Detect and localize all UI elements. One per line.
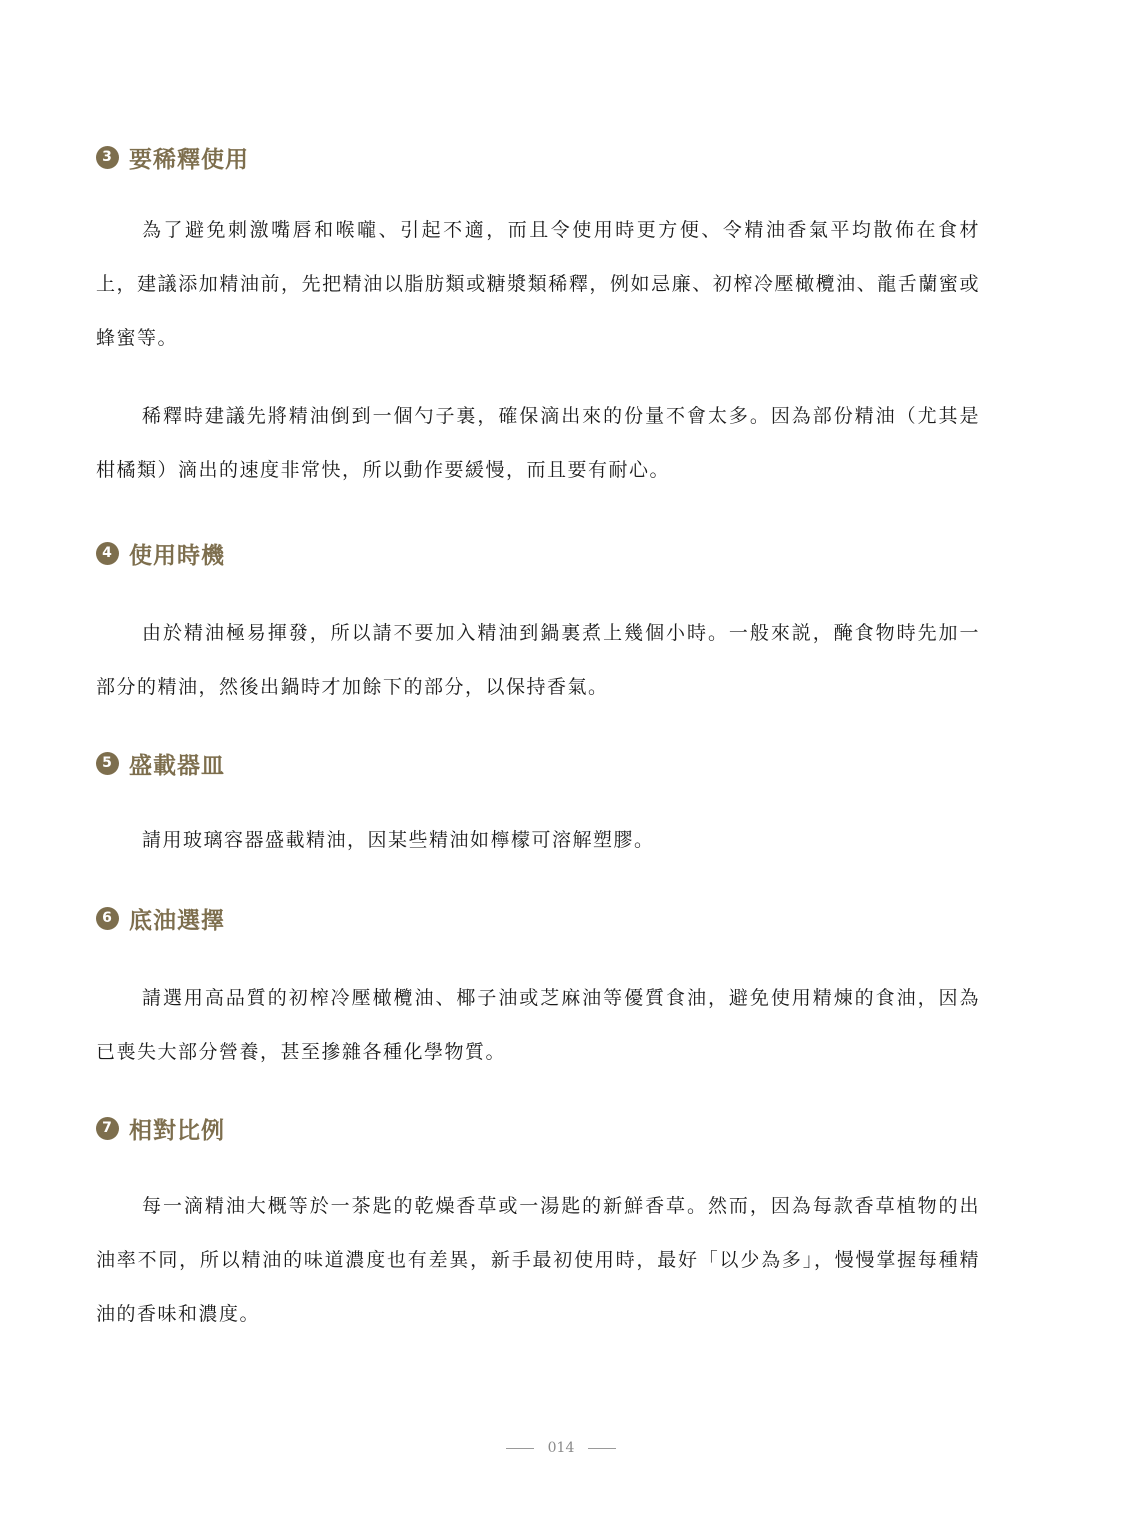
section-title: 盛載器皿: [129, 751, 225, 779]
paragraph: 請選用高品質的初榨冷壓橄欖油、椰子油或芝麻油等優質食油，避免使用精煉的食油，因為已喪失大部分營養，甚至摻雜各種化學物質。: [96, 987, 980, 1063]
footer-rule-left: [506, 1448, 534, 1449]
section-heading: [96, 140, 980, 174]
number-badge-icon: 4: [96, 542, 119, 565]
page-footer: [0, 1440, 1122, 1456]
paragraph: 由於精油極易揮發，所以請不要加入精油到鍋裏煮上幾個小時。一般來説，醃食物時先加一部分的精油，然後出鍋時才加餘下的部分，以保持香氣。: [96, 622, 980, 698]
section-title: 要稀釋使用: [129, 145, 249, 173]
paragraph: 每一滴精油大概等於一茶匙的乾燥香草或一湯匙的新鮮香草。然而，因為每款香草植物的出油率不同，所以精油的味道濃度也有差異，新手最初使用時，最好「以少為多」，慢慢掌握每種精油的香味和濃度。: [96, 1195, 980, 1325]
section-base-oil: [96, 901, 980, 1079]
section-heading: [96, 1111, 980, 1145]
section-heading: [96, 746, 980, 780]
paragraph: 請用玻璃容器盛載精油，因某些精油如檸檬可溶解塑膠。: [142, 829, 655, 851]
number-badge-icon: 5: [96, 752, 119, 775]
section-timing: [96, 536, 980, 714]
section-heading: [96, 901, 980, 935]
page-number: 014: [547, 1440, 575, 1456]
section-ratio: [96, 1111, 980, 1341]
footer-rule-right: [588, 1448, 616, 1449]
paragraph: 稀釋時建議先將精油倒到一個勺子裏，確保滴出來的份量不會太多。因為部份精油（尤其是柑橘類）滴出的速度非常快，所以動作要緩慢，而且要有耐心。: [96, 405, 980, 481]
paragraph: 為了避免刺激嘴唇和喉嚨、引起不適，而且令使用時更方便、令精油香氣平均散佈在食材上，建議添加精油前，先把精油以脂肪類或糖漿類稀釋，例如忌廉、初榨冷壓橄欖油、龍舌蘭蜜或蜂蜜等。: [96, 219, 980, 349]
section-title: 使用時機: [129, 541, 225, 569]
number-badge-icon: 3: [96, 146, 119, 169]
section-container: [96, 746, 980, 867]
section-title: 底油選擇: [129, 906, 225, 934]
number-badge-icon: 6: [96, 907, 119, 930]
section-dilution: [96, 140, 980, 497]
number-badge-icon: 7: [96, 1117, 119, 1140]
section-title: 相對比例: [129, 1116, 225, 1144]
section-heading: [96, 536, 980, 570]
